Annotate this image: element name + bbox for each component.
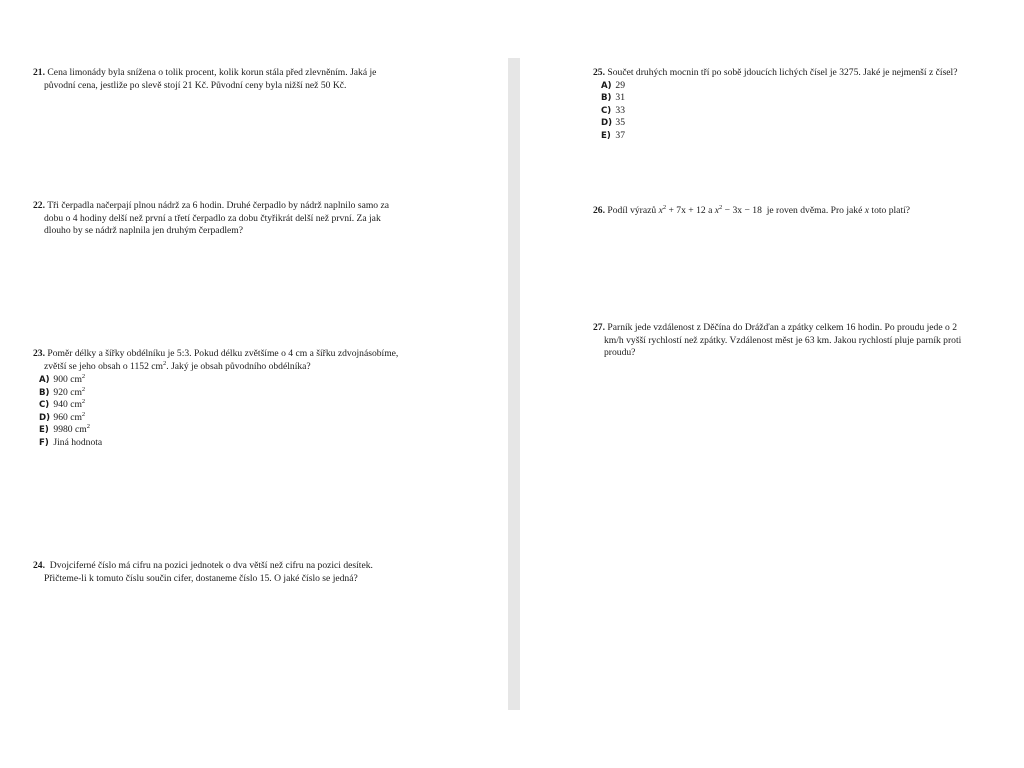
option-text: 31	[615, 92, 625, 104]
page-gutter	[508, 58, 520, 710]
option-text: 960 cm	[53, 411, 82, 423]
option-text: 37	[615, 129, 625, 141]
problem-23	[33, 348, 503, 450]
superscript: 2	[81, 410, 86, 418]
problem-26	[593, 205, 1013, 218]
problem-number: 26.	[593, 205, 605, 216]
problem-text-part: zvětší se jeho obsah o 1152 cm	[44, 360, 164, 372]
answer-option	[39, 374, 503, 387]
problem-number: 22.	[33, 200, 45, 211]
option-text: 9980 cm	[53, 424, 87, 436]
superscript: 2	[81, 385, 86, 393]
left-page	[0, 0, 508, 768]
problem-21	[33, 67, 493, 92]
option-letter: D)	[39, 412, 51, 423]
problem-number: 23.	[33, 348, 45, 359]
answer-option	[601, 92, 1013, 105]
problem-27	[593, 322, 1013, 360]
problem-text: Podíl výrazů	[607, 205, 659, 216]
option-text: 29	[615, 79, 625, 91]
problem-number: 21.	[33, 67, 45, 78]
superscript: 2	[81, 398, 86, 405]
superscript: 2	[81, 372, 86, 380]
option-text: 900 cm	[53, 374, 82, 385]
option-letter: A)	[39, 375, 50, 385]
math-expression: + 7x + 12	[666, 205, 706, 216]
option-letter: C)	[39, 400, 50, 411]
problem-number: 24.	[33, 560, 45, 571]
answer-option	[601, 130, 1013, 143]
option-text: 35	[615, 117, 625, 129]
superscript: 2	[86, 423, 90, 431]
problem-text-part: . Jaký je obsah původního obdélníka?	[166, 360, 311, 372]
problem-24	[33, 560, 493, 585]
problem-text: Tři čerpadla načerpají plnou nádrž za 6 hodin. Druhé čerpadlo by nádrž naplnilo samo za	[47, 200, 390, 211]
problem-text	[33, 361, 503, 374]
math-variable: x	[864, 205, 869, 216]
option-letter: E)	[601, 130, 611, 141]
right-page	[520, 0, 1024, 768]
math-expression: − 3x − 18	[722, 205, 762, 216]
option-letter: C)	[601, 105, 612, 116]
answer-option	[39, 437, 503, 450]
option-text: 33	[615, 104, 625, 116]
problem-number: 25.	[593, 67, 605, 78]
answer-option	[39, 412, 503, 425]
answer-option	[601, 117, 1013, 130]
math-variable: x	[714, 205, 720, 216]
problem-25	[593, 67, 1013, 142]
problem-text: dobu o 4 hodiny delší než první a třetí čerpadlo za dobu čtyřikrát delší než první. Za jak	[44, 212, 381, 224]
problem-text: Cena limonády byla snížena o tolik procent, kolik korun stála před zlevněním. Jaká je	[47, 67, 377, 78]
problem-text: dlouho by se nádrž naplnila jen druhým čerpadlem?	[44, 225, 244, 236]
problem-text: proudu?	[604, 347, 636, 358]
problem-text: a	[705, 205, 715, 216]
option-text: Jiná hodnota	[53, 436, 103, 448]
problem-text: Součet druhých mocnin tří po sobě jdoucích lichých čísel je 3275. Jaké je nejmenší z čísel?	[607, 67, 958, 78]
option-letter: B)	[39, 387, 50, 398]
math-variable: x	[658, 205, 663, 216]
problem-text: Přičteme-li k tomuto číslu součin cifer, dostaneme číslo 15. O jaké číslo se jedná?	[44, 572, 358, 584]
problem-text: Poměr délky a šířky obdélníku je 5:3. Pokud délku zvětšíme o 4 cm a šířku zdvojnásobíme,	[47, 348, 399, 359]
superscript: 2	[662, 203, 667, 211]
option-text: 920 cm	[53, 386, 82, 398]
problem-number: 27.	[593, 322, 605, 333]
answer-options	[33, 374, 503, 450]
answer-option	[601, 80, 1013, 93]
answer-options	[593, 80, 1013, 143]
problem-22	[33, 200, 493, 238]
option-text: 940 cm	[53, 399, 82, 411]
option-letter: E)	[39, 425, 49, 436]
problem-text: je roven dvěma. Pro jaké	[761, 205, 865, 216]
option-letter: D)	[601, 118, 613, 129]
answer-option	[39, 399, 503, 412]
problem-text: Dvojciferné číslo má cifru na pozici jednotek o dva větší než cifru na pozici desítek.	[49, 560, 373, 571]
option-letter: F)	[39, 437, 49, 448]
problem-text: km/h vyšší rychlostí než zpátky. Vzdálenost měst je 63 km. Jakou rychlostí pluje parník proti	[604, 334, 962, 346]
answer-option	[601, 105, 1013, 118]
superscript: 2	[719, 203, 723, 211]
superscript: 2	[163, 359, 167, 367]
answer-option	[39, 387, 503, 400]
problem-text: toto platí?	[869, 205, 911, 216]
problem-text: původní cena, jestliže po slevě stojí 21 Kč. Původní ceny byla nižší než 50 Kč.	[44, 79, 347, 91]
option-letter: A)	[601, 80, 612, 91]
problem-text: Parník jede vzdálenost z Děčína do Drážďan a zpátky celkem 16 hodin. Po proudu jede o 2	[607, 322, 958, 333]
answer-option	[39, 424, 503, 437]
option-letter: B)	[601, 93, 612, 104]
